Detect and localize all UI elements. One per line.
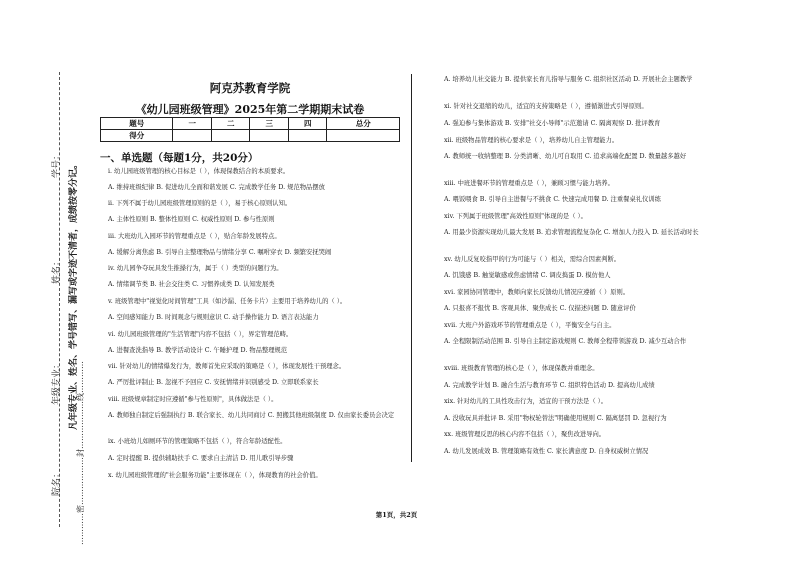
- question-line: vii. 针对幼儿的情绪爆发行为，教师首先应采取的策略是（ ），体现发展性干预理念。: [108, 363, 346, 370]
- question-line: A. 缓解分离焦虑 B. 引导自主整理物品与情绪分享 C. 嘱咐穿衣 D. 频繁安抚哭闹: [108, 249, 332, 256]
- question-line: A. 培养幼儿社交能力 B. 提供家长育儿指导与服务 C. 组织社区活动 D. 开展社会主题教学: [444, 76, 693, 83]
- question-line: A. 全程限制活动范围 B. 引导自主制定游戏规则 C. 教师全程带领游戏 D. 减少互动合作: [444, 338, 687, 345]
- binding-dashed-line: [59, 72, 60, 527]
- page-footer: 第1页，共2页: [375, 511, 418, 519]
- question-line: A. 教师统一收纳整理 B. 分类清晰、幼儿可自取用 C. 追求高端化配置 D. 数量越多越好: [444, 153, 687, 160]
- name-label: 姓名：: [52, 256, 62, 284]
- seal-line-text: …………密………………封………………线…………: [76, 361, 85, 545]
- question-line: A. 喂饭喂食 B. 引导自主进餐与不挑食 C. 快速完成用餐 D. 注重餐桌礼仪训练: [444, 196, 661, 203]
- score-header-cell: 三: [250, 118, 289, 130]
- question-line: A. 没收玩具并批评 B. 采用"物权轮替法"明确使用规则 C. 隔离惩罚 D. 忽视行为: [444, 415, 667, 422]
- question-line: A. 强迫参与集体游戏 B. 安排"社交小导师"示范邀请 C. 隔离观察 D. 批评教育: [444, 120, 661, 127]
- question-line: A. 幼儿发展成效 B. 管理策略有效性 C. 家长满意度 D. 自身权威树立情况: [444, 448, 649, 455]
- question-line: A. 定时提醒 B. 提供辅助扶手 C. 要求自主清洁 D. 用儿歌引导步骤: [108, 455, 294, 462]
- question-line: xviii. 班级教育管理的核心是（ ），体现保教并重理念。: [444, 365, 599, 372]
- college-label: 院名：: [52, 468, 62, 496]
- question-line: iii. 大班幼儿入园环节的管理重点是（ ），贴合年龄发展特点。: [108, 233, 281, 240]
- score-cell: [211, 130, 250, 142]
- question-line: iv. 幼儿园争夺玩具发生推搡行为，属于（ ）类型的问题行为。: [108, 265, 283, 272]
- section-title: 一、单选题（每题1分，共20分）: [100, 152, 259, 164]
- question-line: A. 进餐查洗指导 B. 教学活动设计 C. 午睡护理 D. 物品整理规范: [108, 347, 288, 354]
- question-line: ii. 下列不属于幼儿园班级管理原则的是（ ），易于核心原则认知。: [108, 200, 292, 207]
- question-line: i. 幼儿园班级管理的核心目标是（ ），体现保教结合的本质要求。: [108, 168, 290, 175]
- question-line: v. 班级管理中"视觉化时间管理"工具（如沙漏、任务卡片）主要用于培养幼儿的（ ）。: [108, 298, 347, 305]
- question-line: A. 完成教学计划 B. 融合生活与教育环节 C. 组织特色活动 D. 提高幼儿成绩: [444, 382, 655, 389]
- score-header-cell: 一: [173, 118, 212, 130]
- score-header-cell: 题号: [101, 118, 173, 130]
- score-cell: [173, 130, 212, 142]
- question-line: A. 饥饿感 B. 触觉敏感或焦虑情绪 C. 调皮捣蛋 D. 模仿他人: [444, 272, 611, 279]
- question-line: xix. 针对幼儿的工具性攻击行为，适宜的干预方法是（ ）。: [444, 398, 608, 405]
- question-line: xii. 班级物品管理的核心要求是（ ），培养幼儿自主管理能力。: [444, 137, 619, 144]
- question-line: A. 只报喜不报忧 B. 客观具体、聚焦成长 C. 仅描述问题 D. 随意评价: [444, 305, 636, 312]
- question-line: A. 主体性原则 B. 整体性原则 C. 权威性原则 D. 参与性原则: [108, 216, 275, 223]
- question-line: xx. 班级管理反思的核心内容不包括（ ），聚焦改进导向。: [444, 431, 606, 438]
- score-cell: [288, 130, 327, 142]
- score-cell: [250, 130, 289, 142]
- question-line: x. 幼儿园班级管理的"社会服务功能"主要体现在（ ），体现教育的社会价值。: [108, 472, 322, 479]
- score-header-cell: 四: [288, 118, 327, 130]
- question-line: A. 情绪调节类 B. 社会交往类 C. 习惯养成类 D. 认知发展类: [108, 281, 275, 288]
- major-label: 年级专业：: [52, 359, 62, 405]
- question-line: xi. 针对社交退缩的幼儿，适宜的支持策略是（ ），遵循渐进式引导原则。: [444, 103, 648, 110]
- score-table-header-row: [101, 118, 400, 130]
- question-line: A. 用最少资源实现幼儿最大发展 B. 追求管理流程复杂化 C. 增加人力投入 D. 延长活动时长: [444, 229, 699, 236]
- score-table-row: [101, 130, 400, 142]
- question-line: vi. 幼儿园班级管理的"生活管理"内容不包括（ ），界定管理范畴。: [108, 331, 293, 338]
- question-line: ix. 小班幼儿如厕环节的管理策略不包括（ ），符合年龄适配性。: [108, 438, 287, 445]
- question-line: viii. 班级规章制定时应遵循"参与性原则"，具体做法是（ ）。: [108, 396, 278, 403]
- exam-title: 《幼儿园班级管理》2025年第二学期期末试卷: [135, 103, 365, 116]
- question-line: xiii. 中班进餐环节的管理重点是（ ），兼顾习惯与能力培养。: [444, 180, 614, 187]
- student-id-label: 学号：: [52, 150, 62, 178]
- score-cell: [327, 130, 400, 142]
- question-line: xvi. 家园协同管理中，教师向家长反馈幼儿情况应遵循（ ）原则。: [444, 289, 630, 296]
- score-table: [100, 117, 400, 142]
- column-divider: [411, 74, 412, 462]
- question-line: xiv. 下列属于班级管理"高效性原则"体现的是（ ）。: [444, 213, 587, 220]
- question-line: A. 维持班级纪律 B. 促进幼儿全面和谐发展 C. 完成教学任务 D. 规范物品摆放: [108, 184, 325, 191]
- question-line: A. 严厉批评制止 B. 忽视不予回应 C. 安抚情绪并识别感受 D. 立即联系家长: [108, 379, 319, 386]
- score-header-cell: 二: [211, 118, 250, 130]
- question-line: A. 教师独自制定后强制执行 B. 联合家长、幼儿共同商讨 C. 照搬其他班级制度 D. 仅由家长委员会决定: [108, 412, 395, 419]
- school-name: 阿克苏教育学院: [209, 81, 291, 95]
- question-line: xvii. 大班户外游戏环节的管理重点是（ ），平衡安全与自主。: [444, 322, 616, 329]
- score-row-label: 得分: [101, 130, 173, 142]
- binding-notice: 凡年级专业、姓名、学号错写、漏写或字迹不清者，成绩按零分记。: [69, 159, 79, 430]
- question-line: A. 空间感知能力 B. 时间观念与规则意识 C. 动手操作能力 D. 语言表达能力: [108, 314, 319, 321]
- score-header-cell: 总分: [327, 118, 400, 130]
- question-line: xv. 幼儿反复咬指甲的行为可能与（ ）相关，需综合因素判断。: [444, 256, 621, 263]
